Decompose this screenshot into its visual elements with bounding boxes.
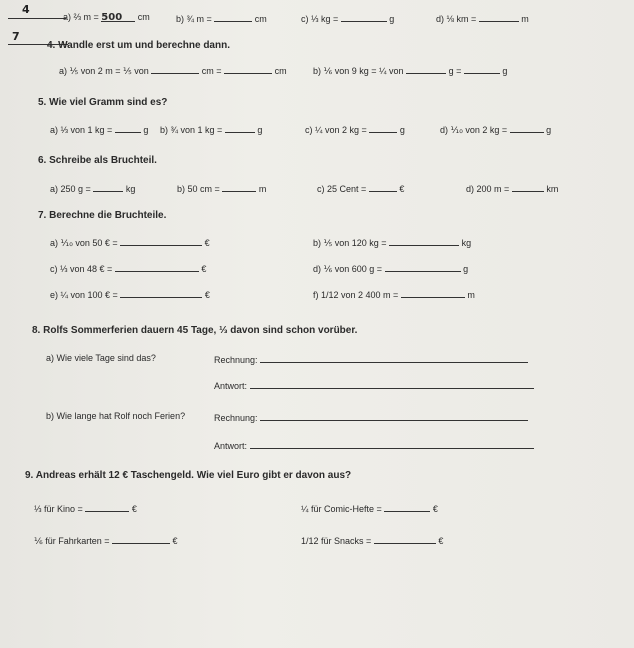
task-text: b) ⅙ von 9 kg = ¼ von [313,66,404,76]
section-6-heading: 6. Schreibe als Bruchteil. [38,155,157,166]
question-b: b) Wie lange hat Rolf noch Ferien? [46,411,186,421]
task-row [466,182,558,194]
unit-label: g [143,125,149,135]
task-row [313,288,475,300]
task-row [301,534,443,546]
unit-label: km [546,184,559,194]
task-text: d) ⅒ von 2 kg = [440,125,508,135]
unit-label: m [521,14,529,24]
task-row [50,262,206,274]
answer-blank[interactable] [406,64,446,74]
answer-blank[interactable] [222,182,256,192]
answer-label: Antwort: [214,441,248,451]
margin-mark: 4 [22,3,30,16]
task-text: 1/12 für Snacks = [301,536,372,546]
answer-blank[interactable] [385,262,461,272]
section-4-heading: 4. Wandle erst um und berechne dann. [47,40,230,51]
question-a: a) Wie viele Tage sind das? [46,353,156,363]
task-row [34,534,178,547]
task-text: a) ⅓ von 1 kg = [50,125,113,135]
section-7-heading: 7. Berechne die Bruchteile. [38,210,167,221]
answer-blank[interactable] [389,236,459,246]
answer-row [214,439,534,451]
task-text: c) ⅓ kg = [301,14,339,24]
unit-label: g [502,66,508,76]
task-row [313,64,507,77]
answer-blank[interactable] [115,123,141,133]
answer-blank[interactable] [151,64,199,74]
unit-label: kg [461,238,472,248]
unit-label: € [204,238,210,248]
task-row [50,236,210,249]
answer-blank[interactable] [225,123,255,133]
answer-row [214,379,534,391]
answer-blank[interactable] [479,12,519,22]
unit-label: g [389,14,395,24]
unit-label: cm [254,14,267,24]
task-text: d) ⅛ km = [436,14,477,24]
task-row [176,12,267,24]
task-text: a) 250 g = [50,184,91,194]
unit-label: € [131,504,137,514]
task-row [50,182,135,194]
answer-blank[interactable] [120,288,202,298]
unit-label: € [172,536,178,546]
unit-label: g [257,125,263,135]
unit-label: kg [125,184,136,194]
task-text: a) ⅔ m = [63,12,99,22]
calc-row [214,353,528,365]
task-row [440,123,551,136]
task-text: a) ⅕ von 2 m = ⅕ von [59,66,149,76]
task-text: c) 25 Cent = [317,184,367,194]
task-row [313,236,471,249]
answer-blank[interactable] [260,411,528,421]
unit-label: g [399,125,405,135]
answer-blank[interactable] [510,123,544,133]
task-text: b) 50 cm = [177,184,220,194]
task-row [50,288,210,300]
answer-blank[interactable] [120,236,202,246]
task-text: ¼ für Comic-Hefte = [301,504,382,514]
unit-label: m [258,184,267,194]
task-row [59,64,287,77]
task-text: g = [448,66,462,76]
section-8-heading: 8. Rolfs Sommerferien dauern 45 Tage, ⅓ davon sind schon vorüber. [32,325,358,336]
task-text: d) 200 m = [466,184,510,194]
answer-blank[interactable] [250,379,534,389]
answer-blank[interactable] [250,439,534,449]
task-row [436,12,529,24]
answer-blank[interactable] [401,288,465,298]
task-text: f) 1/12 von 2 400 m = [313,290,399,300]
task-row [305,123,405,135]
answer-blank[interactable] [369,123,397,133]
handwritten-answer: 500 [101,12,123,23]
answer-blank[interactable] [115,262,199,272]
task-row [63,12,150,22]
section-5-heading: 5. Wie viel Gramm sind es? [38,97,168,108]
answer-blank[interactable] [341,12,387,22]
calc-label: Rechnung: [214,355,258,365]
calc-label: Rechnung: [214,413,258,423]
answer-blank[interactable] [260,353,528,363]
unit-label: cm [274,66,287,76]
calc-row [214,411,528,423]
task-row [177,182,266,194]
answer-blank[interactable] [369,182,397,192]
unit-label: g [463,264,469,274]
task-text: b) ¾ von 1 kg = [160,125,223,135]
answer-blank[interactable] [384,502,430,512]
task-text: c) ¼ von 2 kg = [305,125,367,135]
unit-label: cm [137,12,150,22]
task-row [160,123,262,135]
unit-label: € [204,290,210,300]
unit-label: € [438,536,444,546]
unit-label: € [201,264,207,274]
task-text: e) ¼ von 100 € = [50,290,118,300]
answer-blank[interactable] [374,534,436,544]
answer-blank[interactable] [85,502,129,512]
task-text: b) ¾ m = [176,14,212,24]
section-9-heading: 9. Andreas erhält 12 € Taschengeld. Wie viel Euro gibt er davon aus? [25,470,352,481]
task-text: cm = [201,66,222,76]
margin-mark: 7 [12,30,20,43]
answer-blank[interactable] [464,64,500,74]
task-text: d) ⅙ von 600 g = [313,264,383,274]
task-text: ⅓ für Kino = [34,504,83,514]
task-text: b) ⅕ von 120 kg = [313,238,387,248]
unit-label: € [399,184,405,194]
task-row [301,12,394,24]
unit-label: g [546,125,552,135]
answer-blank[interactable] [101,12,135,22]
task-text: ⅙ für Fahrkarten = [34,536,110,546]
task-text: a) ⅒ von 50 € = [50,238,118,248]
margin-rule [8,18,66,19]
answer-blank[interactable] [93,182,123,192]
answer-blank[interactable] [224,64,272,74]
answer-blank[interactable] [214,12,252,22]
task-text: c) ⅓ von 48 € = [50,264,113,274]
unit-label: m [467,290,475,300]
task-row [313,262,468,275]
task-row [317,182,404,194]
task-row [34,502,137,514]
task-row [301,502,438,514]
task-row [50,123,148,135]
answer-blank[interactable] [112,534,170,544]
unit-label: € [432,504,438,514]
answer-blank[interactable] [512,182,544,192]
answer-label: Antwort: [214,381,248,391]
